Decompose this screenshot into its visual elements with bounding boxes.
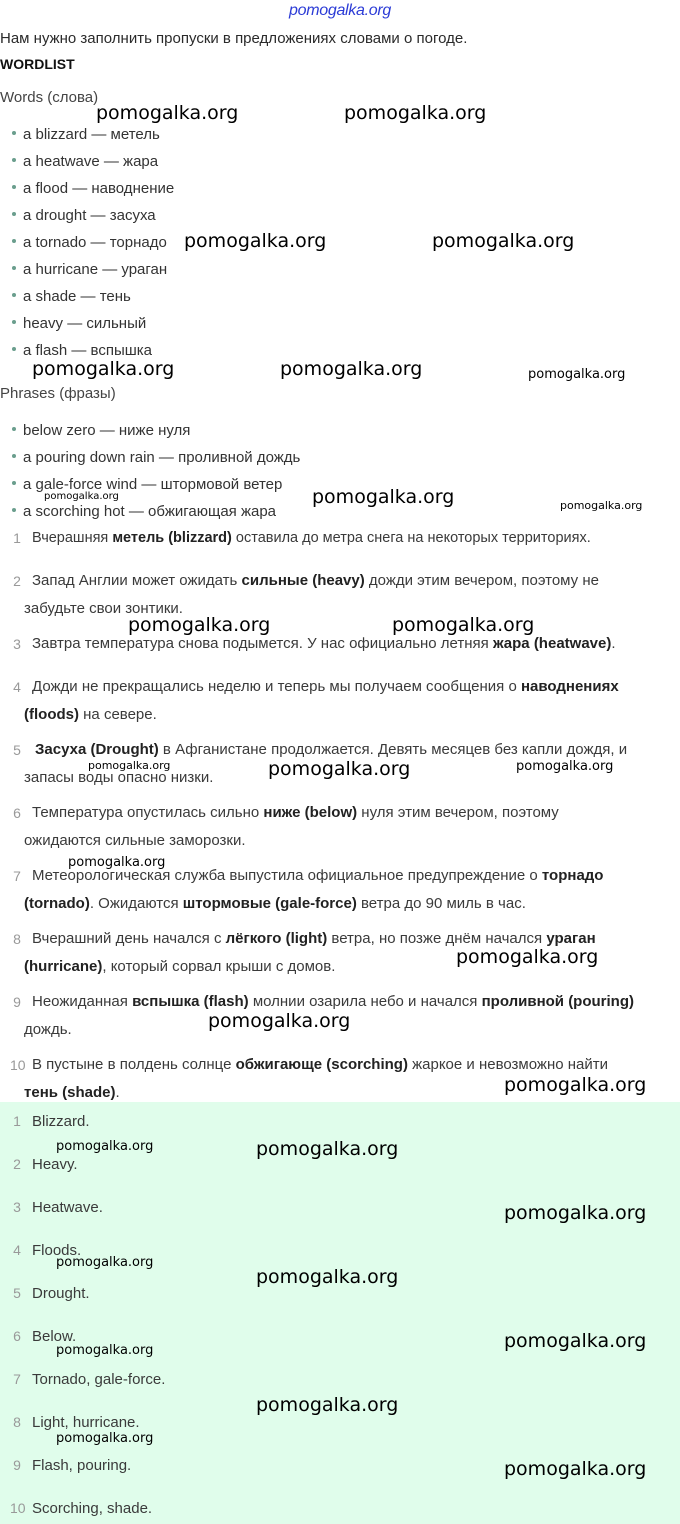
bullet-icon: [12, 320, 16, 324]
watermark: pomogalka.org: [256, 1394, 399, 1416]
watermark: pomogalka.org: [504, 1202, 647, 1224]
watermark: pomogalka.org: [256, 1266, 399, 1288]
bullet-icon: [12, 293, 16, 297]
task-item: 7 Метеорологическая служба выпустила официальное предупреждение о торнадо (tornado). Ожидаются штормовые (gale-force) ветра до 90 миль в час.: [13, 867, 604, 912]
watermark: pomogalka.org: [344, 102, 487, 124]
watermark: pomogalka.org: [528, 367, 626, 382]
watermark: pomogalka.org: [128, 614, 271, 636]
task-item: 6 Температура опустилась сильно ниже (below) нуля этим вечером, поэтому ожидаются сильные заморозки.: [13, 804, 559, 849]
list-item: a flash — вспышка: [12, 342, 152, 359]
watermark: pomogalka.org: [456, 946, 599, 968]
bullet-icon: [12, 131, 16, 135]
watermark: pomogalka.org: [96, 102, 239, 124]
watermark: pomogalka.org: [208, 1010, 351, 1032]
watermark: pomogalka.org: [392, 614, 535, 636]
watermark: pomogalka.org: [184, 230, 327, 252]
watermark: pomogalka.org: [280, 358, 423, 380]
phrases-title: Phrases (фразы): [0, 385, 116, 402]
bullet-icon: [12, 266, 16, 270]
watermark: pomogalka.org: [312, 486, 455, 508]
list-item: below zero — ниже нуля: [12, 422, 190, 439]
task-item: 10 В пустыне в полдень солнце обжигающе (scorching) жаркое и невозможно найти тень (shade).: [10, 1056, 608, 1101]
list-item: a drought — засуха: [12, 207, 156, 224]
list-item: heavy — сильный: [12, 315, 146, 332]
watermark: pomogalka.org: [256, 1138, 399, 1160]
watermark: pomogalka.org: [32, 358, 175, 380]
watermark: pomogalka.org: [88, 759, 171, 772]
watermark: pomogalka.org: [268, 758, 411, 780]
bullet-icon: [12, 239, 16, 243]
bullet-icon: [12, 454, 16, 458]
watermark: pomogalka.org: [68, 855, 166, 870]
task-item: 5 Засуха (Drought) в Афганистане продолжается. Девять месяцев без капли дождя, и запасы воды опасно низки.: [13, 741, 628, 786]
bullet-icon: [12, 481, 16, 485]
bullet-icon: [12, 158, 16, 162]
list-item: a blizzard — метель: [12, 126, 160, 143]
bullet-icon: [12, 347, 16, 351]
task-item: 1 Вчерашняя метель (blizzard) оставила до метра снега на некоторых территориях.: [13, 530, 591, 546]
bullet-icon: [12, 508, 16, 512]
list-item: a shade — тень: [12, 288, 131, 305]
bullet-icon: [12, 427, 16, 431]
watermark: pomogalka.org: [432, 230, 575, 252]
watermark: pomogalka.org: [504, 1458, 647, 1480]
watermark: pomogalka.org: [44, 491, 119, 502]
list-item: a heatwave — жара: [12, 153, 158, 170]
task-item: 9 Неожиданная вспышка (flash) молнии озарила небо и начался проливной (pouring) дождь.: [13, 993, 634, 1038]
watermark: pomogalka.org: [504, 1330, 647, 1352]
watermark: pomogalka.org: [56, 1431, 154, 1446]
bullet-icon: [12, 185, 16, 189]
watermark: pomogalka.org: [56, 1255, 154, 1270]
watermark: pomogalka.org: [504, 1074, 647, 1096]
list-item: a pouring down rain — проливной дождь: [12, 449, 300, 466]
bullet-icon: [12, 212, 16, 216]
watermark: pomogalka.org: [560, 499, 643, 512]
list-item: a gale-force wind — штормовой ветер: [12, 476, 282, 493]
list-item: a hurricane — ураган: [12, 261, 167, 278]
task-item: 4 Дожди не прекращались неделю и теперь мы получаем сообщения о наводнениях (floods) на севере.: [13, 678, 619, 723]
watermark: pomogalka.org: [516, 759, 614, 774]
list-item: a tornado — торнадо: [12, 234, 167, 251]
task-item: 8 Вчерашний день начался с лёгкого (light) ветра, но позже днём начался ураган (hurricane), который сорвал крыши с домов.: [13, 930, 596, 975]
answers-panel: 1 Blizzard. 2 Heavy. 3 Heatwave. 4 Floods. 5 Drought. 6 Below. 7 Tornado, gale-force. 8 Light, hurricane. 9 Flash, pouring. 10 Scorching, shade.: [0, 1102, 680, 1524]
task-item: 3 Завтра температура снова подымется. У нас официально летняя жара (heatwave).: [13, 635, 616, 652]
wordlist-title: WORDLIST: [0, 56, 75, 72]
task-item: 2 Запад Англии может ожидать сильные (heavy) дожди этим вечером, поэтому не забудьте свои зонтики.: [13, 572, 599, 617]
list-item: a scorching hot — обжигающая жара: [12, 503, 276, 520]
words-title: Words (слова): [0, 89, 99, 106]
header-watermark: pomogalka.org: [289, 2, 391, 19]
list-item: a flood — наводнение: [12, 180, 174, 197]
intro-text: Нам нужно заполнить пропуски в предложениях словами о погоде.: [0, 30, 468, 47]
watermark: pomogalka.org: [56, 1139, 154, 1154]
watermark: pomogalka.org: [56, 1343, 154, 1358]
